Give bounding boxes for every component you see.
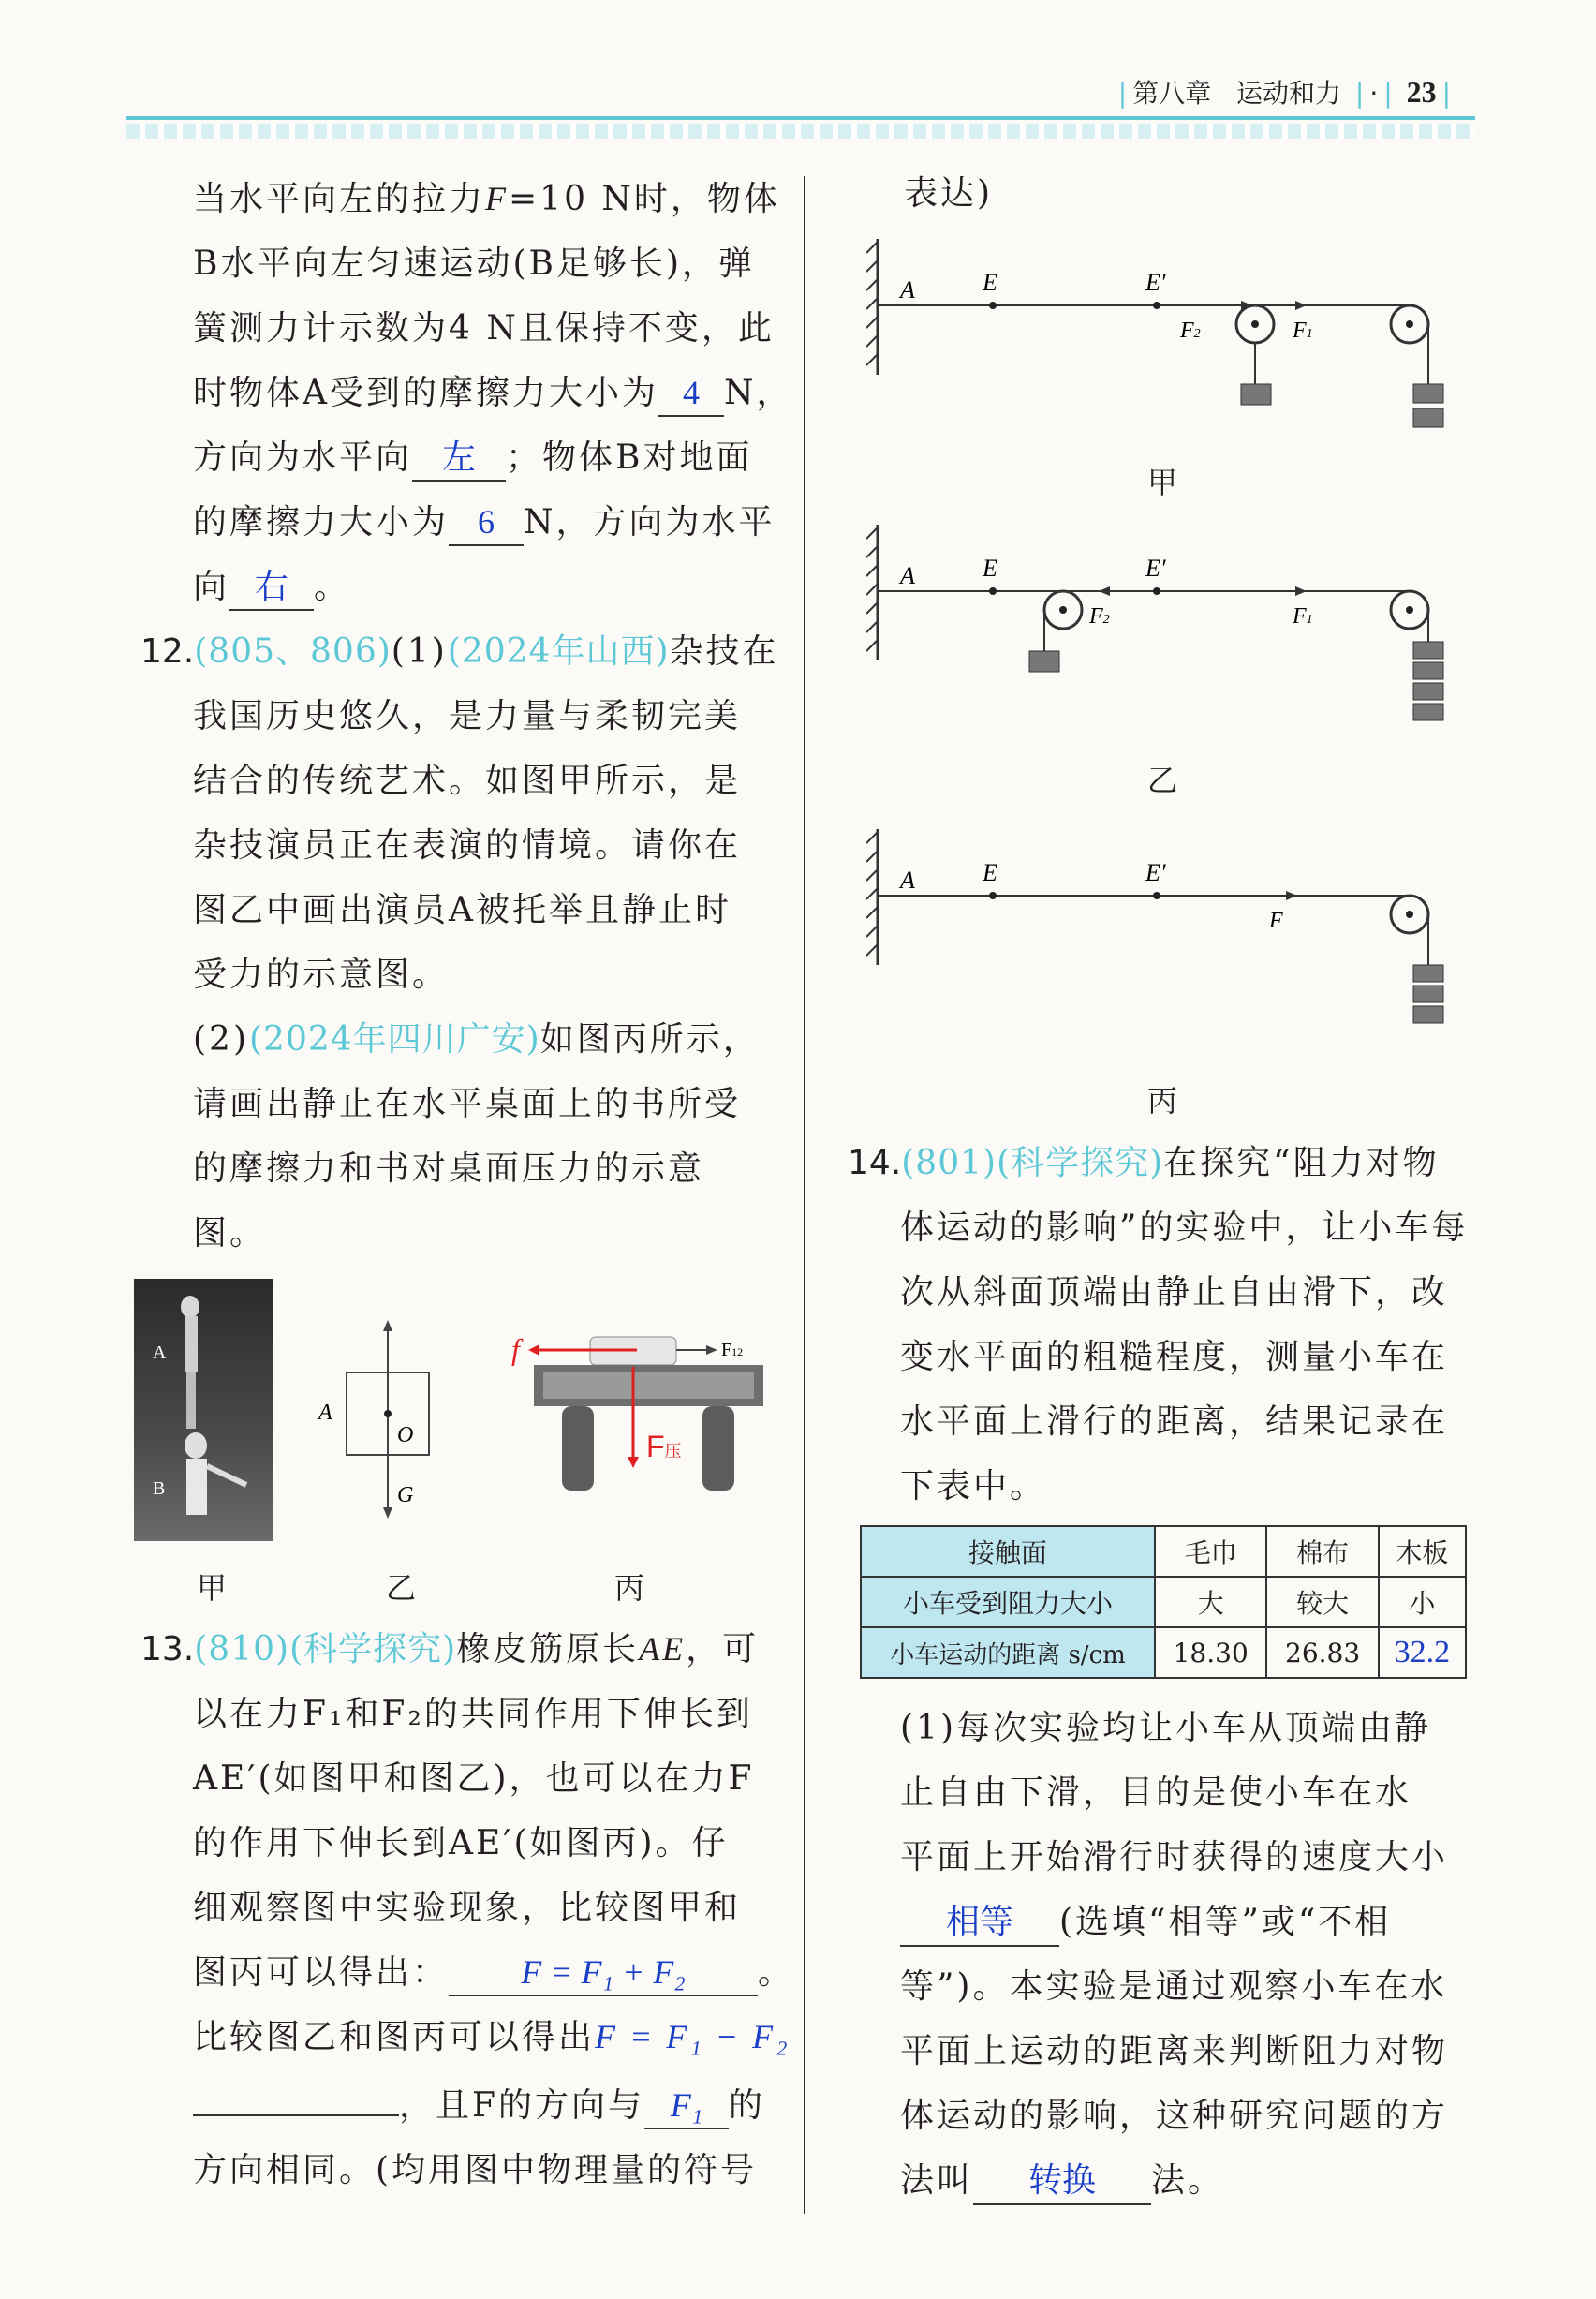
svg-text:F2: F2 [1089,604,1110,629]
q14-block [848,1131,1494,1519]
answer-blank[interactable]: 右 [229,564,314,611]
q14-p1-line-4: 相等 (选填“相等”或“不相 [848,1890,1494,1954]
svg-text:F1: F1 [1293,319,1313,343]
label-f: f [511,1332,520,1366]
question-number: 14. [848,1144,902,1182]
q12-line-9: 的摩擦力和书对桌面压力的示意 [193,1150,705,1188]
table-header-cell: 毛巾 [1155,1526,1266,1577]
table-cell: 较大 [1266,1577,1378,1627]
q12-line-8: 请画出静止在水平桌面上的书所受 [193,1085,742,1123]
fig-label-yi: 乙 [386,1570,417,1606]
fig-label-jia: 甲 [1147,465,1178,500]
column-divider [804,176,805,2214]
header-dot: · [1369,78,1379,109]
q14-line-1: 14.(801)(科学探究)在探究“阻力对物 [848,1144,1440,1182]
table-row [861,1627,1466,1678]
header-band [126,124,1475,139]
q11-line-6: 的摩擦力大小为 6 N，方向为水平 [140,490,787,555]
rubber-band-fig-bing [866,824,1466,1049]
q13-tail [848,161,1494,226]
fig-label-yi: 乙 [1147,763,1178,798]
q13-line-2: 以在力F₁和F₂的共同作用下伸长到 [193,1695,753,1733]
q13-line-3: AE′(如图甲和图乙)，也可以在力F [193,1759,755,1798]
fig-label-bing: 丙 [1147,1083,1178,1119]
q14-line-5: 水平面上滑行的距离，结果记录在 [900,1402,1449,1441]
q13-line-4: 的作用下伸长到AE′(如图丙)。仔 [193,1824,729,1862]
table-cell: 小车受到阻力大小 [861,1577,1155,1627]
answer-blank[interactable]: 相等 [900,1900,1059,1947]
q11-line-1: 当水平向左的拉力F=10 N时，物体 [193,180,780,218]
page-number: 23 [1406,75,1437,109]
fig-label-jia: 甲 [197,1570,228,1606]
svg-text:F1: F1 [1293,604,1313,629]
q14-p1-line-6: 平面上运动的距离来判断阻力对物 [900,2032,1449,2070]
q12-line-2: 我国历史悠久，是力量与柔韧完美 [193,697,742,735]
svg-text:E: E [983,555,998,582]
q13-line-1: 13.(810)(科学探究)橡皮筋原长AE，可 [140,1630,760,1669]
q14-part1 [848,1696,1494,2213]
q14-p1-line-3: 平面上开始滑行时获得的速度大小 [900,1838,1449,1876]
q13-line-8: ，且F的方向与 F₁ 的 [140,2069,796,2138]
chapter-label: 第八章 [1132,78,1212,109]
svg-text:E: E [983,859,998,886]
table-header-cell: 接触面 [861,1526,1155,1577]
table-cell: 小车运动的距离 s/cm [861,1627,1155,1678]
chapter-title: 运动和力 [1235,78,1341,109]
label-F-pressure: F压 [646,1430,682,1463]
q14-p1-line-1: (1)每次实验均让小车从顶端由静 [900,1709,1431,1747]
svg-text:A: A [900,276,915,304]
q14-p1-line-7: 体运动的影响，这种研究问题的方 [900,2097,1449,2135]
q13-line-7: 比较图乙和图丙可以得出F = F₁ − F₂ [193,2018,791,2056]
header-text: | 第八章 运动和力 | · | 23 | [1117,75,1451,109]
q13-line-5: 细观察图中实验现象，比较图甲和 [193,1889,742,1927]
q14-line-2: 体运动的影响”的实验中，让小车每 [900,1209,1469,1247]
label-F-push: F12 [721,1340,744,1360]
svg-text:A: A [900,562,915,589]
page-header [126,67,1475,124]
q13-line-9: 方向相同。(均用图中物理量的符号 [193,2151,758,2189]
q14-p1-line-5: 等”)。本实验是通过观察小车在水 [900,1967,1448,2006]
results-table [860,1525,1467,1679]
label-O: O [397,1423,414,1447]
force-diagram-yi [309,1307,450,1532]
table-cell: 26.83 [1266,1627,1378,1678]
answer-blank[interactable]: 6 [449,499,524,546]
answer-blank[interactable]: F = F₁ + F₂ [449,1950,758,1996]
svg-text:E′: E′ [1145,859,1166,886]
rubber-band-fig-yi [866,520,1466,745]
table-header-cell: 木板 [1379,1526,1466,1577]
q12-line-1: 12.(805、806)(1)(2024年山西)杂技在 [140,632,779,671]
acrobat-figure-icon [134,1279,273,1541]
answer-blank[interactable]: 左 [412,435,506,482]
acrobat-photo [134,1279,273,1541]
svg-text:E: E [983,269,998,296]
answer-blank[interactable] [193,2069,399,2116]
svg-text:A: A [900,867,915,894]
q11-line-4: 时物体A受到的摩擦力大小为 4 N， [140,361,787,425]
header-rule [126,116,1475,120]
q13-line-6: 图丙可以得出： F = F₁ + F₂ 。 [140,1940,796,2005]
rubber-band-fig-jia [866,234,1466,459]
q12-line-4: 杂技演员正在表演的情境。请你在 [193,826,742,865]
table-cell: 小 [1379,1577,1466,1627]
q11-line-2: B水平向左匀速运动(B足够长)，弹 [193,245,756,283]
answer-blank[interactable]: F₁ [644,2083,729,2129]
question-number: 12. [140,632,195,671]
answer-text: F = F₁ − F₂ [595,2018,791,2055]
q14-line-6: 下表中。 [900,1467,1047,1505]
q13-tail-text: 表达) [904,174,994,213]
svg-text:F: F [1269,909,1283,933]
question-number: 13. [140,1630,195,1669]
q14-line-3: 次从斜面顶端由静止自由滑下，改 [900,1273,1449,1312]
q12-line-10: 图。 [193,1214,267,1253]
q12-line-5: 图乙中画出演员A被托举且静止时 [193,891,732,929]
table-row [861,1526,1466,1577]
label-A: A [318,1401,332,1425]
q12-line-6: 受力的示意图。 [193,956,450,994]
table-cell: 18.30 [1155,1627,1266,1678]
svg-text:F2: F2 [1180,319,1201,343]
label-B: B [153,1478,166,1499]
answer-blank[interactable]: 转换 [973,2158,1151,2205]
svg-text:E′: E′ [1145,269,1166,296]
answer-blank[interactable]: 4 [658,370,724,417]
q12-line-7: (2)(2024年四川广安)如图丙所示， [193,1020,760,1059]
q14-p1-line-8: 法叫 转换 法。 [848,2148,1494,2213]
label-A: A [153,1342,167,1363]
table-cell: 大 [1155,1577,1266,1627]
label-G: G [397,1483,414,1507]
table-row [861,1577,1466,1627]
left-column [140,167,793,1266]
q13-block [140,1617,796,2203]
book-table-diagram [506,1316,777,1504]
q11-line-5: 方向为水平向 左 ；物体B对地面 [140,425,787,490]
table-header-cell: 棉布 [1266,1526,1378,1577]
svg-text:E′: E′ [1145,555,1166,582]
q11-line-3: 簧测力计示数为4 N且保持不变，此 [193,309,775,348]
table-answer-cell[interactable]: 32.2 [1379,1627,1466,1678]
q12-line-3: 结合的传统艺术。如图甲所示，是 [193,762,742,800]
q14-p1-line-2: 止自由下滑，目的是使小车在水 [900,1773,1412,1812]
fig-label-bing: 丙 [614,1570,645,1606]
q14-line-4: 变水平面的粗糙程度，测量小车在 [900,1338,1449,1376]
q11-line-7: 向 右 。 [140,555,787,619]
